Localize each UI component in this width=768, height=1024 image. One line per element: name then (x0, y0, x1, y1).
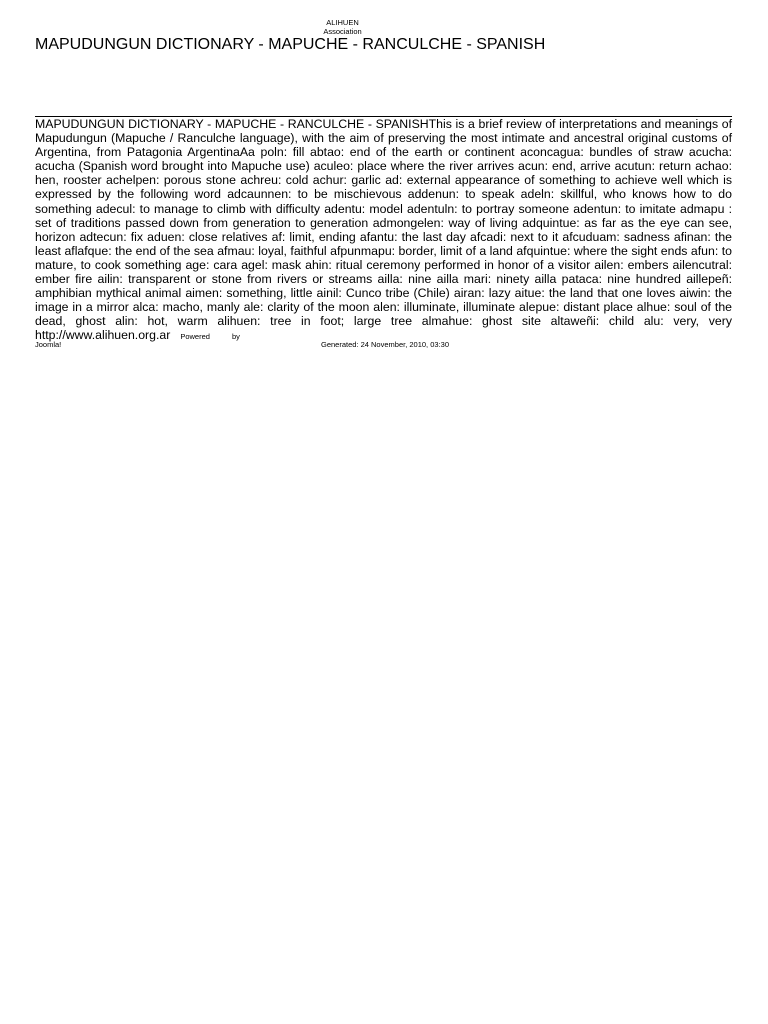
powered-by-preposition: by (231, 332, 240, 342)
powered-by (180, 332, 240, 341)
article-body-text: MAPUDUNGUN DICTIONARY - MAPUCHE - RANCULCHE - SPANISHThis is a brief review of interpretations and meanings of Mapudungun (Mapuche / Ranculche language), with the aim of preserving the most intimate and ancestral original customs of Argentina, from Patagonia ArgentinaAa poln: fill abtao: end of the earth or continent aconcagua: bundles of straw acucha: acucha (Spanish word brought into Mapuche use) aculeo: place where the river arrives acun: end, arrive acutun: return achao: hen, rooster achelpen: porous stone achreu: cold achur: garlic ad: external appearance of something to achieve well which is expressed by the following word adcaunnen: to be mischievous addenun: to speak adeln: skillful, who knows how to do something adecul: to manage to climb with difficulty adentu: model adentuln: to portray someone adentun: to imitate admapu : set of traditions passed down from generation to generation admongelen: way of living adquintue: as far as the eye can see, horizon adtecun: fix aduen: close relatives af: limit, ending afantu: the last day afcadi: next to it afcuduam: sadness afinan: the least aflafque: the end of the sea afmau: loyal, faithful afpunmapu: border, limit of a land afquintue: where the sight ends afun: to mature, to cook something age: cara agel: mask ahin: ritual ceremony performed in honor of a visitor ailen: embers ailencutral: ember fire ailin: transparent or stone from rivers or streams ailla: nine ailla mari: ninety ailla pataca: nine hundred aillepeñ: amphibian mythical animal aimen: something, little ainil: Cunco tribe (Chile) airan: lazy aitue: the land that one loves aiwin: the image in a mirror alca: macho, manly ale: clarity of the moon alen: illuminate, illuminate alepue: distant place alhue: soul of the dead, ghost alin: hot, warm alihuen: tree in foot; large tree almahue: ghost site altaweñi: child alu: very, very http://www.alihuen.org.ar (35, 117, 732, 343)
site-name-line1: ALIHUEN (326, 18, 359, 27)
site-name-line2: Association (323, 27, 362, 36)
page-title: MAPUDUNGUN DICTIONARY - MAPUCHE - RANCULCHE - SPANISH (35, 36, 546, 53)
generated-timestamp: Generated: 24 November, 2010, 03:30 (320, 340, 449, 349)
powered-by-word: Powered (180, 332, 210, 342)
article-body (35, 117, 732, 345)
site-name (300, 18, 385, 36)
powered-by-joomla: Joomla! (35, 340, 62, 349)
